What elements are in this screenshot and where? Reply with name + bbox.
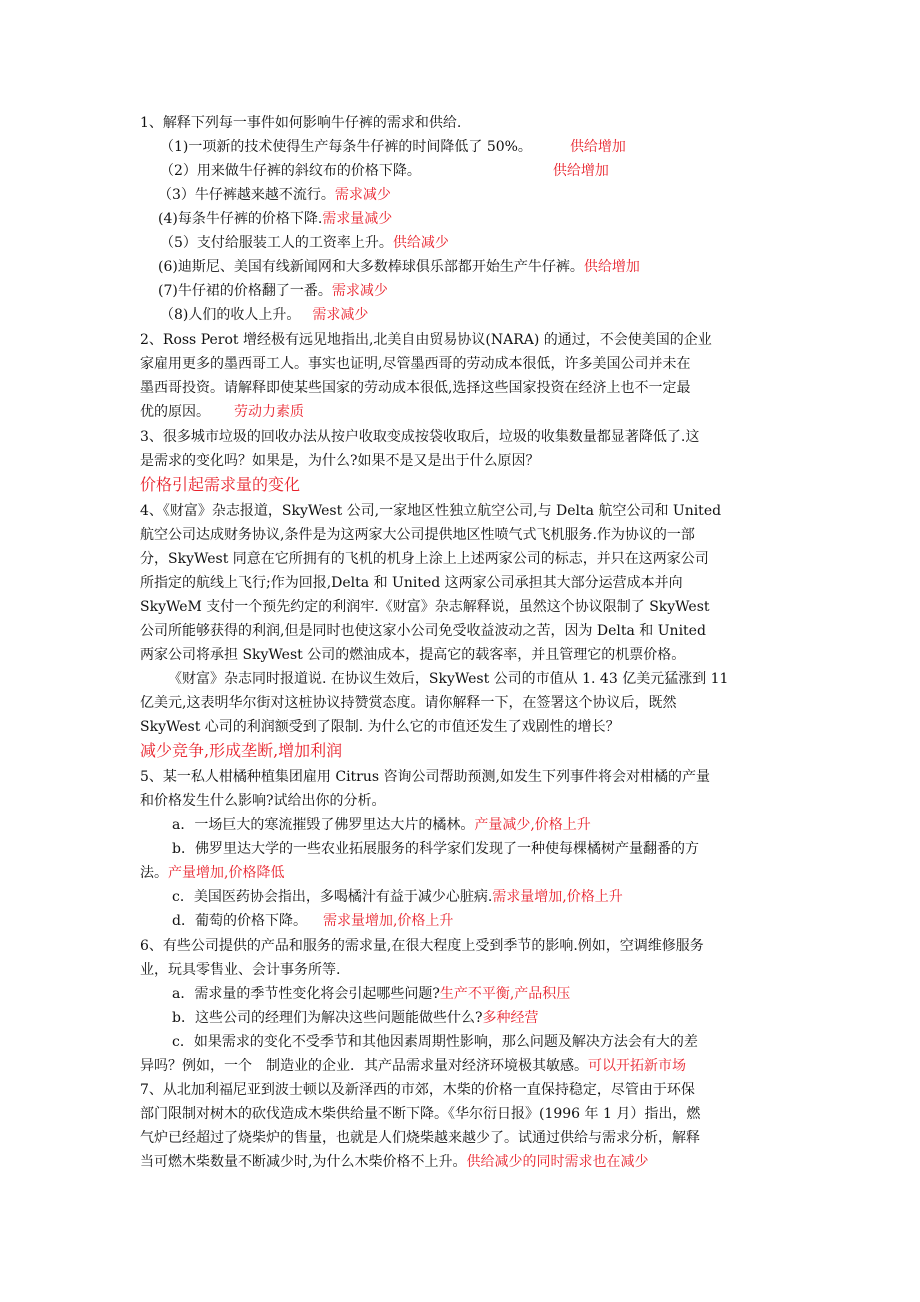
q1-item-1: （1)一项新的技术使得生产每条牛仔裤的时间降低了 50%。 供给增加 [160,139,626,155]
q5-line-1: 5、某一私人柑橘种植集团雇用 Citrus 咨询公司帮助预测,如发生下列事件将会对柑橘的产量 [140,769,710,785]
answer-text: 需求减少 [331,283,388,299]
q3-line-2: 是需求的变化吗？如果是，为什么?如果不是又是出于什么原因？ [140,453,540,469]
answer-text: 可以开拓新市场 [588,1058,686,1074]
q6-item-c: c．如果需求的变化不受季节和其他因素周期性影响，那么问题及解决方法会有大的差 [172,1034,698,1050]
q5-item-b: b．佛罗里达大学的一些农业拓展服务的科学家们发现了一种使每棵橘树产量翻番的方 [172,841,699,857]
answer-text: 产量减少,价格上升 [474,817,591,833]
q7-line-3: 气炉已经超过了烧柴炉的售量，也就是人们烧柴越来越少了。试通过供给与需求分析，解释 [140,1130,700,1146]
answer-text: 需求量增加,价格上升 [322,913,454,929]
q3-line-1: 3、很多城市垃圾的回收办法从按户收取变成按袋收取后，垃圾的收集数量都显著降低了.这 [140,429,700,445]
q4-line-9: 亿美元,这表明华尔街对这桩协议持赞赏态度。请你解释一下，在签署这个协议后，既然 [140,695,677,711]
q5-item-c: c．美国医药协会指出，多喝橘汁有益于减少心脏病.需求量增加,价格上升 [172,889,623,905]
q6-item-b: b．这些公司的经理们为解决这些问题能做些什么?多种经营 [172,1010,539,1026]
answer-text: 需求减少 [312,307,369,323]
q7-line-2: 部门限制对树木的砍伐造成木柴供给量不断下降。《华尔衍日报》(1996 年 1 月）指出，燃 [140,1106,701,1122]
q2-line-2: 家雇用更多的墨西哥工人。事实也证明,尽管墨西哥的劳动成本很低，许多美国公司并未在 [140,356,691,372]
answer-text: 多种经营 [482,1010,539,1026]
q1-item-3: （3）牛仔裤越来越不流行。需求减少 [158,187,391,203]
q4-answer: 减少竞争,形成垄断,增加利润 [140,741,343,760]
answer-text: 需求量减少 [322,211,393,227]
q4-line-4: 所指定的航线上飞行;作为回报,Delta 和 United 这两家公司承担其大部分运营成本并向 [140,575,683,591]
q4-line-5: SkyWeM 支付一个预先约定的利润牢.《财富》杂志解释说，虽然这个协议限制了 SkyWest [140,599,710,615]
q3-answer: 价格引起需求量的变化 [140,475,301,494]
q1-item-7: (7)牛仔裙的价格翻了一番。需求减少 [158,283,388,299]
q5-item-d: d．葡萄的价格下降。 需求量增加,价格上升 [172,913,454,929]
q5-item-b-cont: 法。产量增加,价格降低 [140,865,285,881]
answer-text: 产量增加,价格降低 [168,865,285,881]
q1-item-8: （8)人们的收人上升。 需求减少 [160,307,369,323]
q1-item-6: (6)迪斯尼、美国有线新闻网和大多数棒球俱乐部都开始生产牛仔裤。供给增加 [158,259,640,275]
q2-line-1: 2、Ross Perot 增经极有远见地指出,北美自由贸易协议(NARA) 的通过，不会使美国的企业 [140,332,712,348]
answer-text: 需求减少 [334,187,391,203]
q1-prompt: 1、解释下列每一事件如何影响牛仔裤的需求和供给. [140,115,462,131]
q4-line-3: 分，SkyWest 同意在它所拥有的飞机的机身上涂上上述两家公司的标志，并只在这两家公司 [140,551,709,567]
q4-line-2: 航空公司达成财务协议,条件是为这两家大公司提供地区性喷气式飞机服务.作为协议的一部 [140,527,695,543]
q5-line-2: 和价格发生什么影响?试给出你的分析。 [140,793,386,809]
q1-item-5: （5）支付给服装工人的工资率上升。供给减少 [160,235,449,251]
q5-item-a: a．一场巨大的寒流摧毁了佛罗里达大片的橘林。产量减少,价格上升 [172,817,591,833]
q2-line-4: 优的原因。 劳动力素质 [140,404,304,420]
answer-text: 生产不平衡,产品积压 [439,986,571,1002]
answer-text: 劳动力素质 [234,404,304,420]
q7-line-1: 7、从北加利福尼亚到波士顿以及新泽西的市郊，木柴的价格一直保持稳定，尽管由于环保 [140,1082,695,1098]
answer-text: 需求量增加,价格上升 [492,889,623,905]
q6-line-2: 业，玩具零售业、会计事务所等. [140,962,341,978]
q2-line-3: 墨西哥投资。请解释即使某些国家的劳动成本很低,选择这些国家投资在经济上也不一定最 [140,380,691,396]
q6-line-1: 6、有些公司提供的产品和服务的需求量,在很大程度上受到季节的影响.例如，空调维修服务 [140,938,704,954]
answer-text: 供给减少的同时需求也在减少 [466,1154,649,1170]
q1-item-2: （2）用来做牛仔裤的斜纹布的价格下降。 供给增加 [160,163,609,179]
q1-item-4: (4)每条牛仔裤的价格下降.需求量减少 [158,211,393,227]
q4-line-10: SkyWest 心司的利润额受到了限制. 为什么它的市值还发生了戏剧性的增长？ [140,719,620,735]
q4-line-8: 《财富》杂志同时报道说. 在协议生效后，SkyWest 公司的市值从 1. 43 亿美元猛涨到 11 [168,671,729,687]
q4-line-7: 两家公司将承担 SkyWest 公司的燃油成本，提高它的载客率，并且管理它的机票价格。 [140,647,686,663]
q6-item-a: a．需求量的季节性变化将会引起哪些问题?生产不平衡,产品积压 [172,986,571,1002]
q6-item-c-cont: 异吗？例如，一个 制造业的企业．其产品需求量对经济环境极其敏感。可以开拓新市场 [140,1058,686,1074]
q4-line-6: 公司所能够获得的利润,但是同时也使这家小公司免受收益波动之苦，因为 Delta 和 United [140,623,706,639]
q7-line-4: 当可燃木柴数量不断减少时,为什么木柴价格不上升。供给减少的同时需求也在减少 [140,1154,649,1170]
answer-text: 供给增加 [552,163,609,179]
answer-text: 供给减少 [392,235,449,251]
answer-text: 供给增加 [569,139,626,155]
q4-line-1: 4、《财富》杂志报道，SkyWest 公司,一家地区性独立航空公司,与 Delta 航空公司和 United [140,503,722,519]
answer-text: 供给增加 [583,259,640,275]
